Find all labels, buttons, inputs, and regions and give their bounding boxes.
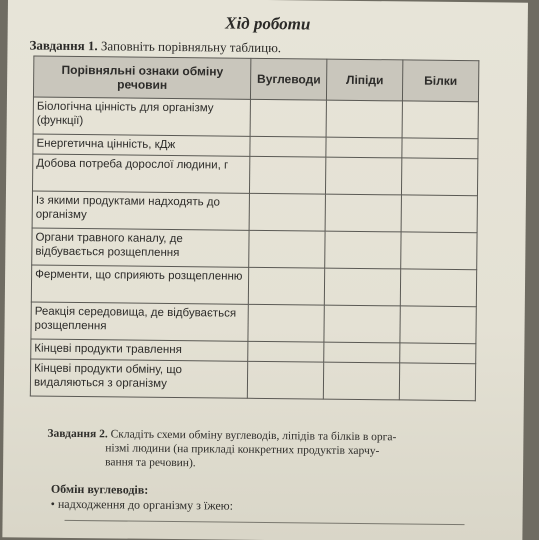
task2-text-line1: Складіть схеми обміну вуглеводів, ліпідів та білків в орга- <box>110 428 397 444</box>
row-label: Кінцеві продукти обміну, що видаляються з організму <box>30 359 248 398</box>
header-lipids: Ліпіди <box>327 59 403 101</box>
metabolism-section-title: Обмін вуглеводів: <box>50 481 149 497</box>
lipids-cell[interactable] <box>324 268 400 306</box>
header-proteins: Білки <box>402 60 478 102</box>
row-label: Органи травного каналу, де відбувається розщеплення <box>32 228 250 267</box>
row-label: Біологічна цінність для організму (функції) <box>33 97 251 136</box>
proteins-cell[interactable] <box>401 195 477 233</box>
carbohydrates-cell[interactable] <box>250 99 326 137</box>
proteins-cell[interactable] <box>402 158 478 196</box>
table-row <box>32 191 477 233</box>
task2-label: Завдання 2. <box>47 427 108 441</box>
task2-text-line2: нізмі людини (на прикладі конкретних продуктів харчу- <box>105 442 380 458</box>
lipids-cell[interactable] <box>326 157 402 195</box>
table-row <box>33 97 478 139</box>
task1-label: Завдання 1. <box>29 37 98 54</box>
table-row <box>32 154 477 196</box>
lipids-cell[interactable] <box>323 362 399 400</box>
textbook-page <box>2 0 528 540</box>
carbohydrates-cell[interactable] <box>249 267 325 305</box>
row-label: Добова потреба дорослої людини, г <box>32 154 250 193</box>
task2-instruction <box>47 427 477 474</box>
task2-text-line3: вання та речовин). <box>105 456 196 470</box>
lipids-cell[interactable] <box>326 137 402 158</box>
proteins-cell[interactable] <box>399 363 475 401</box>
carbohydrates-cell[interactable] <box>250 156 326 194</box>
table-row <box>32 228 477 270</box>
comparison-table <box>30 56 480 402</box>
metabolism-bullet: • надходження до організму з їжею: <box>50 496 234 513</box>
lipids-cell[interactable] <box>324 342 400 363</box>
page-heading: Хід роботи <box>225 13 311 34</box>
carbohydrates-cell[interactable] <box>248 361 324 399</box>
proteins-cell[interactable] <box>401 232 477 270</box>
row-label: Кінцеві продукти травлення <box>31 339 248 361</box>
carbohydrates-cell[interactable] <box>248 304 324 342</box>
proteins-cell[interactable] <box>400 269 476 307</box>
task1-text: Заповніть порівняльну таблицю. <box>100 38 282 56</box>
lipids-cell[interactable] <box>325 231 401 269</box>
task1-instruction <box>29 38 281 57</box>
proteins-cell[interactable] <box>400 343 476 364</box>
carbohydrates-cell[interactable] <box>248 341 324 362</box>
row-label: Ферменти, що сприяють розщепленню <box>31 265 249 304</box>
table-row <box>30 359 475 401</box>
header-carbohydrates: Вуглеводи <box>251 58 327 100</box>
table-row <box>31 302 476 344</box>
lipids-cell[interactable] <box>325 194 401 232</box>
proteins-cell[interactable] <box>402 101 478 139</box>
carbohydrates-cell[interactable] <box>250 136 326 157</box>
header-features: Порівняльні ознаки обміну речовин <box>33 56 251 99</box>
lipids-cell[interactable] <box>324 305 400 343</box>
row-label: Із якими продуктами надходять до організму <box>32 191 250 230</box>
carbohydrates-cell[interactable] <box>249 230 325 268</box>
proteins-cell[interactable] <box>402 138 478 159</box>
answer-line[interactable] <box>65 520 465 525</box>
proteins-cell[interactable] <box>400 306 476 344</box>
lipids-cell[interactable] <box>326 100 402 138</box>
row-label: Енергетична цінність, кДж <box>33 134 250 156</box>
carbohydrates-cell[interactable] <box>249 193 325 231</box>
table-header-row <box>33 56 478 102</box>
row-label: Реакція середовища, де відбувається розщеплення <box>31 302 249 341</box>
table-row <box>31 265 476 307</box>
